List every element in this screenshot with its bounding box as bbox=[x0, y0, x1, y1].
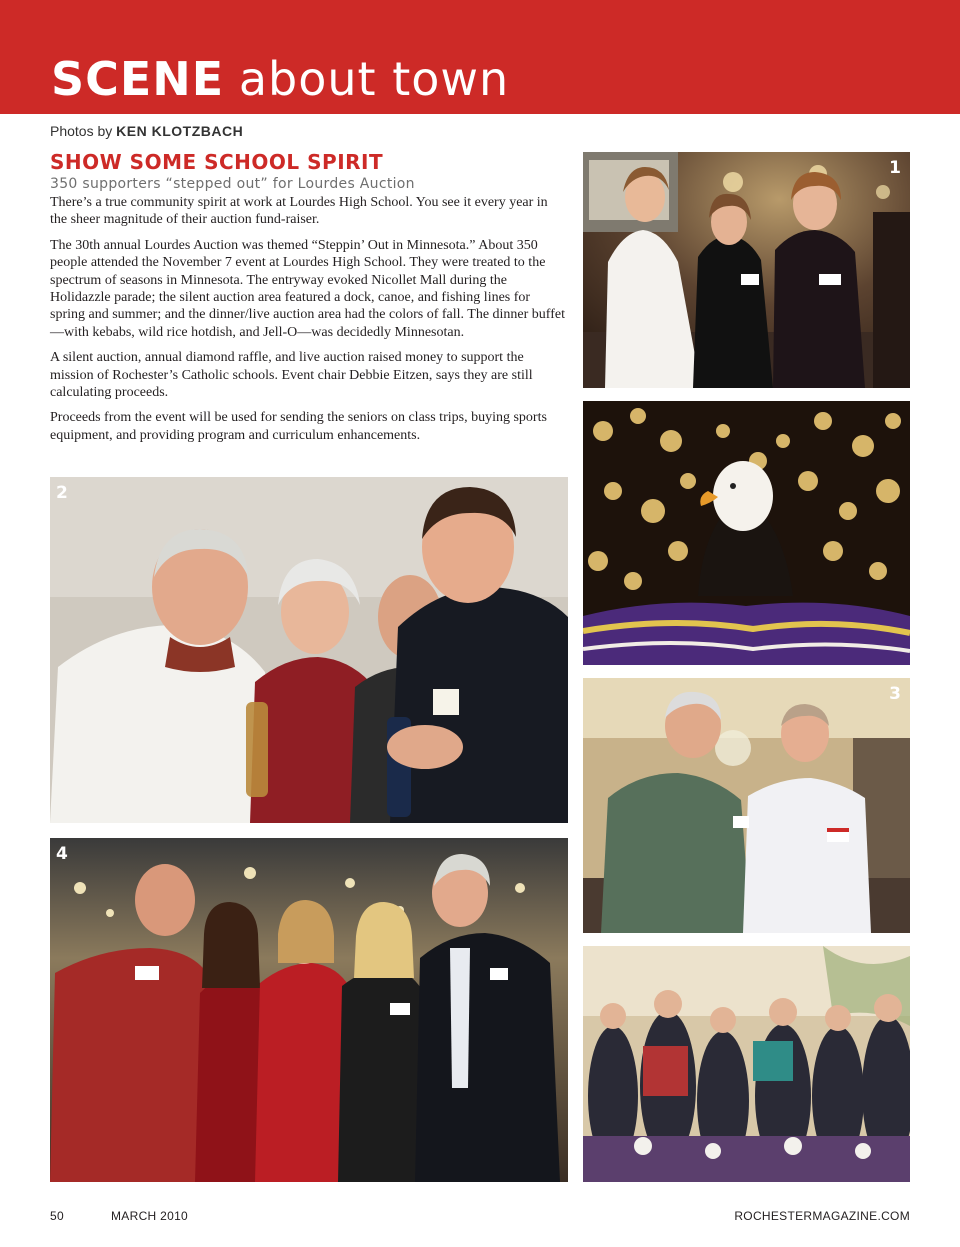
section-banner bbox=[0, 0, 960, 114]
section-title-light: about town bbox=[238, 52, 510, 106]
section-title bbox=[51, 52, 509, 106]
photo-3 bbox=[583, 678, 910, 933]
photo-eagle bbox=[583, 401, 910, 665]
section-title-bold: SCENE bbox=[51, 52, 225, 106]
article-subhead: 350 supporters “stepped out” for Lourdes Auction bbox=[50, 176, 415, 192]
photo-number: 1 bbox=[889, 158, 901, 178]
photo-1-image bbox=[583, 152, 910, 388]
article-headline: SHOW SOME SCHOOL SPIRIT bbox=[50, 150, 384, 174]
website-url: ROCHESTERMAGAZINE.COM bbox=[734, 1209, 910, 1223]
photo-credit bbox=[50, 123, 243, 139]
article-paragraph: A silent auction, annual diamond raffle, and live auction raised money to support the mission of Rochester’s Catholic schools. Event chair Debbie Eitzen, says they are still calculating proceeds. bbox=[50, 350, 533, 401]
photo-3-image bbox=[583, 678, 910, 933]
photo-eagle-image bbox=[583, 401, 910, 665]
photo-crowd bbox=[583, 946, 910, 1182]
photo-2 bbox=[50, 477, 568, 823]
article-body bbox=[50, 194, 568, 452]
photo-number: 3 bbox=[889, 684, 901, 704]
photo-credit-label: Photos by bbox=[50, 123, 113, 139]
photo-number: 4 bbox=[56, 844, 68, 864]
photo-crowd-image bbox=[583, 946, 910, 1182]
issue-date: MARCH 2010 bbox=[111, 1209, 189, 1223]
page-number: 50 bbox=[50, 1209, 64, 1223]
photo-4 bbox=[50, 838, 568, 1182]
photo-2-image bbox=[50, 477, 568, 823]
photo-4-image bbox=[50, 838, 568, 1182]
article-paragraph: The 30th annual Lourdes Auction was themed “Steppin’ Out in Minnesota.” About 350 people attended the November 7 event at Lourdes High School. They were treated to the spectrum of seasons in Minnesota. The entryway evoked Nicollet Mall during the Holidazzle parade; the silent auction area featured a dock, canoe, and fishing lines for spring and summer; and the dinner/live auction area had the colors of fall. The dinner buffet—with kebabs, wild rice hotdish, and Jell-O—was decidedly Minnesotan. bbox=[50, 237, 565, 340]
article-paragraph: There’s a true community spirit at work at Lourdes High School. You see it every year in the sheer magnitude of their auction fund-raiser. bbox=[50, 195, 548, 228]
photographer-name: KEN KLOTZBACH bbox=[116, 123, 244, 139]
article-paragraph: Proceeds from the event will be used for sending the seniors on class trips, buying sports equipment, and providing program and curriculum enhancements. bbox=[50, 410, 547, 443]
photo-number: 2 bbox=[56, 483, 68, 503]
photo-1 bbox=[583, 152, 910, 388]
